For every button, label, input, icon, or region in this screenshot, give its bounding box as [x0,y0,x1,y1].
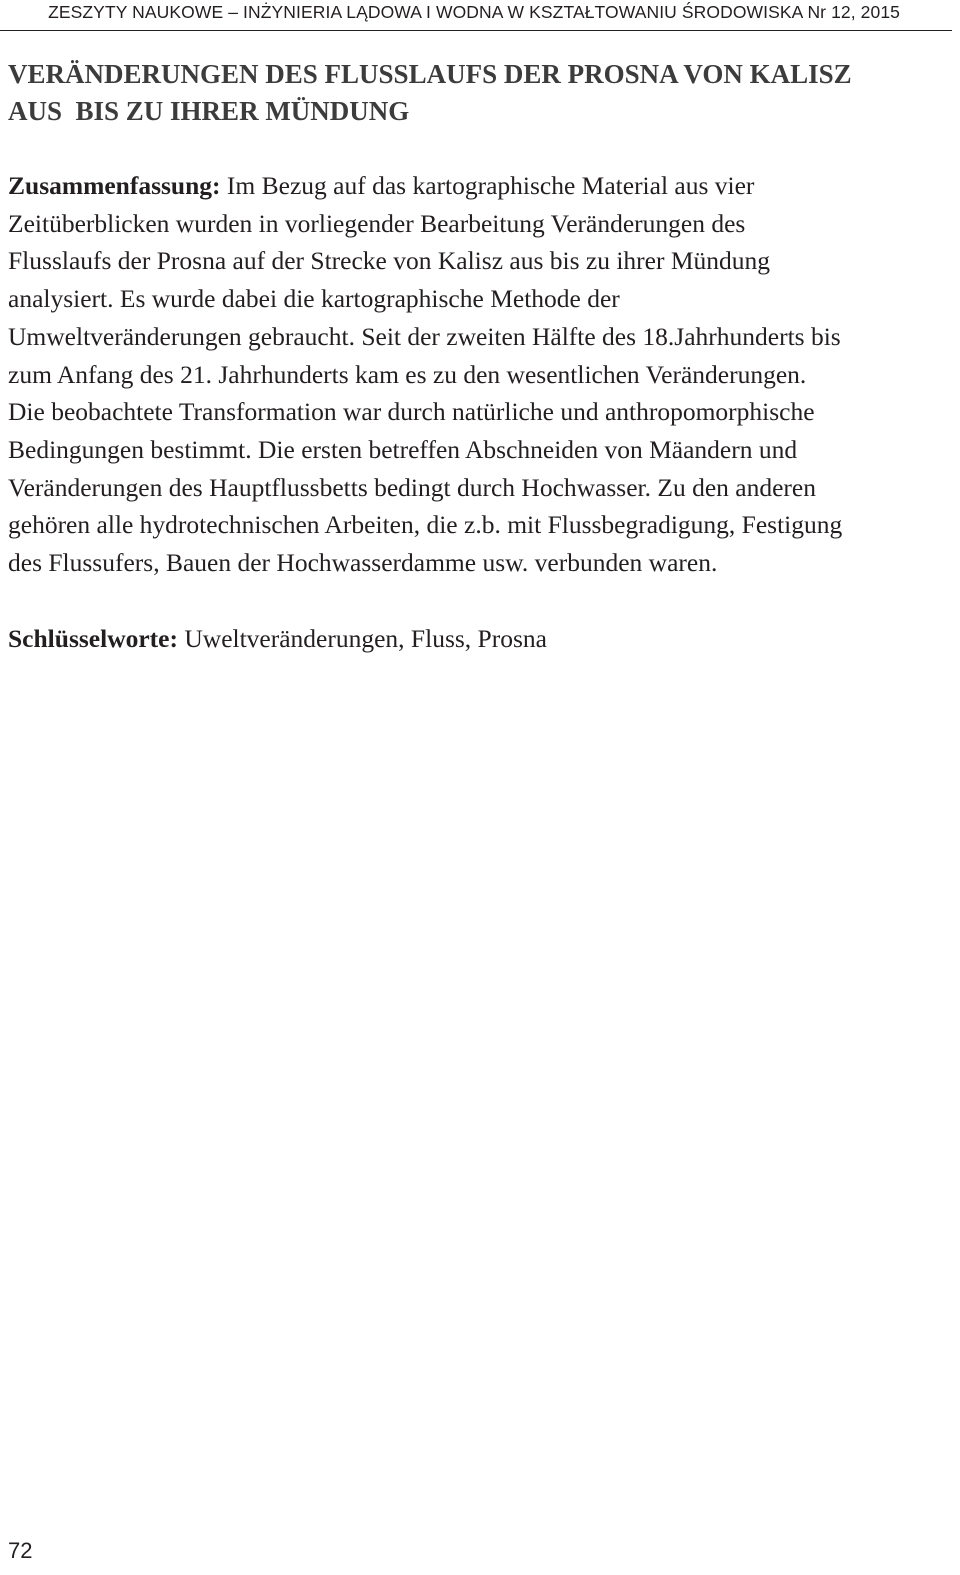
abstract-line: Umweltveränderungen gebraucht. Seit der zweiten Hälfte des 18.Jahrhunderts bis [8,321,841,351]
abstract-line: Zeitüberblicken wurden in vorliegender Bearbeitung Veränderungen des [8,208,746,238]
title-line-2: AUS BIS ZU IHRER MÜNDUNG [8,96,410,126]
keywords-text: Uweltveränderungen, Fluss, Prosna [177,624,547,653]
article-title [8,56,938,130]
abstract-text: Im Bezug auf das kartographische Material aus vier [220,171,755,200]
abstract-label: Zusammenfassung: [8,171,221,200]
abstract-line [8,167,953,205]
abstract-line: gehören alle hydrotechnischen Arbeiten, die z.b. mit Flussbegradigung, Festigung [8,510,843,540]
abstract-line: zum Anfang des 21. Jahrhunderts kam es zu den wesentlichen Veränderungen. [8,359,807,389]
running-header [0,0,952,31]
keywords-label: Schlüsselworte: [8,624,178,653]
abstract-line: Bedingungen bestimmt. Die ersten betreffen Abschneiden von Mäandern und [8,434,798,464]
title-line-1: VERÄNDERUNGEN DES FLUSSLAUFS DER PROSNA VON KALISZ [8,59,852,89]
journal-header-text: ZESZYTY NAUKOWE – INŻYNIERIA LĄDOWA I WODNA W KSZTAŁTOWANIU ŚRODOWISKA Nr 12, 2015 [48,2,900,22]
abstract-line: Veränderungen des Hauptflussbetts bedingt durch Hochwasser. Zu den anderen [8,472,816,502]
abstract-line: analysiert. Es wurde dabei die kartographische Methode der [8,284,620,314]
abstract-line: Die beobachtete Transformation war durch natürliche und anthropomorphische [8,397,815,427]
abstract [8,167,953,582]
abstract-line: des Flussufers, Bauen der Hochwasserdamme usw. verbunden waren. [8,548,718,578]
keywords [8,620,547,658]
page-number: 72 [8,1538,33,1563]
abstract-line: Flusslaufs der Prosna auf der Strecke von Kalisz aus bis zu ihrer Mündung [8,246,771,276]
